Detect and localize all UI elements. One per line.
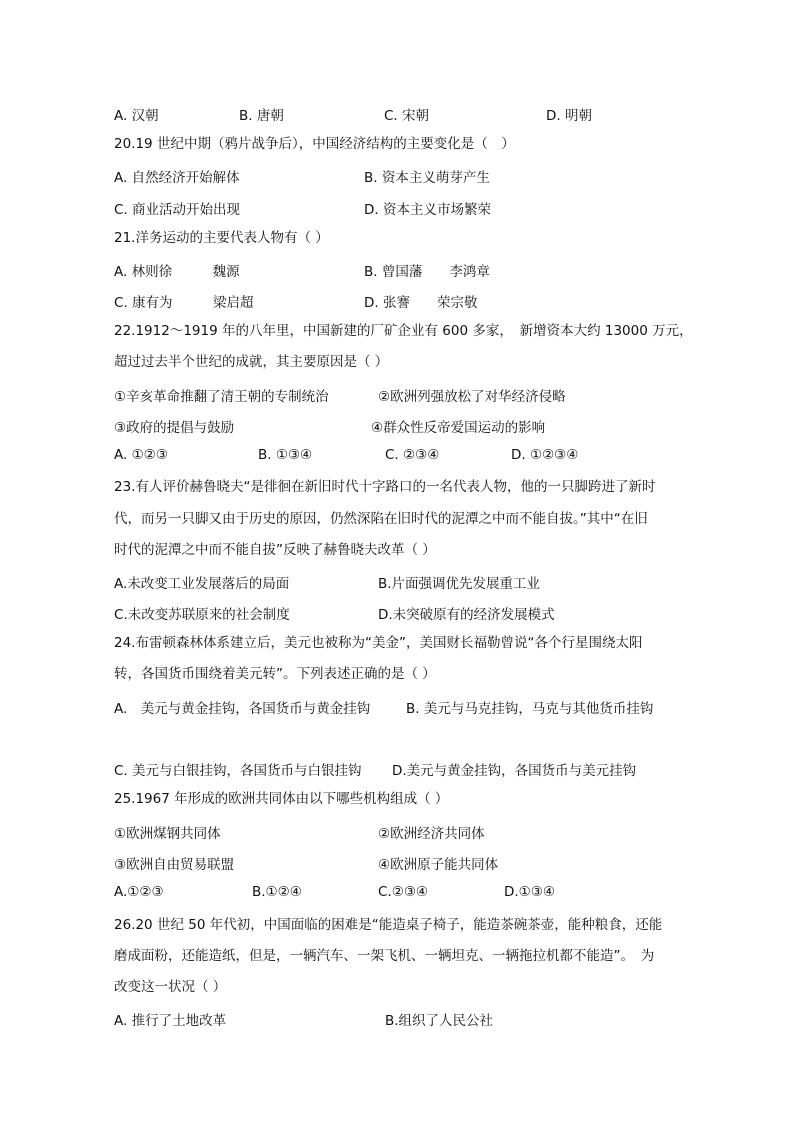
q22-option-a: A. ①②③ [114,447,168,463]
q26-option-a: A. 推行了土地改革 [114,1013,227,1029]
q23-option-d: D.未突破原有的经济发展模式 [378,607,555,623]
q25-option-b: B.①②④ [252,884,302,900]
q19-option-d: D. 明朝 [546,108,592,124]
q25-option-c: C.②③④ [378,884,429,900]
q19-option-a: A. 汉朝 [114,108,159,124]
q26-stem-line1: 26.20 世纪 50 年代初，中国面临的困难是“能造桌子椅子，能造茶碗茶壶，能种粮食，还能 [114,917,663,933]
q25-option-a: A.①②③ [114,884,164,900]
q25-stem: 25.1967 年形成的欧洲共同体由以下哪些机构组成（ ） [114,791,449,807]
q24-stem-line2: 转，各国货币围绕着美元转”。下列表述正确的是（ ） [114,666,436,682]
q25-statement-3: ③欧洲自由贸易联盟 [114,857,235,873]
q19-option-c: C. 宋朝 [384,108,430,124]
q24-stem-line1: 24.布雷顿森林体系建立后，美元也被称为“美金”，美国财长福勒曾说“各个行星围绕太阳 [114,635,643,651]
q23-stem-line2: 代，而另一只脚又由于历史的原因，仍然深陷在旧时代的泥潭之中而不能自拔。”其中“在旧 [114,511,648,527]
q23-option-a: A.未改变工业发展落后的局面 [114,576,290,592]
q22-statement-2: ②欧洲列强放松了对华经济侵略 [378,389,566,405]
q23-stem-line1: 23.有人评价赫鲁晓夫“是徘徊在新旧时代十字路口的一名代表人物，他的一只脚跨进了新时 [114,479,656,495]
q23-stem-line3: 时代的泥潭之中而不能自拔”反映了赫鲁晓夫改革（ ） [114,542,436,558]
q22-statement-4: ④群众性反帝爱国运动的影响 [371,420,546,436]
q24-option-c: C. 美元与白银挂钩，各国货币与白银挂钩 [114,763,362,779]
q25-option-d: D.①③④ [504,884,555,900]
q22-option-b: B. ①③④ [258,447,313,463]
q20-option-d: D. 资本主义市场繁荣 [364,202,491,218]
q25-statement-4: ④欧洲原子能共同体 [378,857,499,873]
q21-option-c: C. 康有为 梁启超 [114,295,254,311]
q26-option-b: B.组织了人民公社 [385,1013,494,1029]
q25-statement-1: ①欧洲煤钢共同体 [114,826,221,842]
q22-option-d: D. ①②③④ [511,447,579,463]
q19-option-b: B. 唐朝 [239,108,284,124]
q22-stem-line2: 超过过去半个世纪的成就，其主要原因是（ ） [114,354,389,370]
q21-stem: 21.洋务运动的主要代表人物有（ ） [114,230,329,246]
q24-option-b: B. 美元与马克挂钩，马克与其他货币挂钩 [406,701,654,717]
q22-statement-3: ③政府的提倡与鼓励 [114,420,235,436]
q22-statement-1: ①辛亥革命推翻了清王朝的专制统治 [114,389,329,405]
q26-stem-line2: 磨成面粉，还能造纸，但是，一辆汽车、一架飞机、一辆坦克、一辆拖拉机都不能造”。 为 [114,948,655,964]
q22-stem-line1: 22.1912～1919 年的八年里，中国新建的厂矿企业有 600 多家， 新增资本大约 13000 万元， [114,323,693,339]
q21-option-b: B. 曾国藩 李鸿章 [364,264,490,280]
q24-option-d: D.美元与黄金挂钩，各国货币与美元挂钩 [392,763,637,779]
q24-option-a: A. 美元与黄金挂钩，各国货币与黄金挂钩 [114,701,371,717]
q25-statement-2: ②欧洲经济共同体 [378,826,485,842]
q20-stem: 20.19 世纪中期（鸦片战争后），中国经济结构的主要变化是（ ） [114,136,515,152]
q20-option-b: B. 资本主义萌芽产生 [364,170,490,186]
q26-stem-line3: 改变这一状况（ ） [114,979,227,995]
q20-option-c: C. 商业活动开始出现 [114,202,241,218]
q21-option-d: D. 张謇 荣宗敬 [364,295,478,311]
q22-option-c: C. ②③④ [385,447,440,463]
q20-option-a: A. 自然经济开始解体 [114,170,240,186]
q23-option-c: C.未改变苏联原来的社会制度 [114,607,290,623]
q23-option-b: B.片面强调优先发展重工业 [378,576,541,592]
q21-option-a: A. 林则徐 魏源 [114,264,240,280]
